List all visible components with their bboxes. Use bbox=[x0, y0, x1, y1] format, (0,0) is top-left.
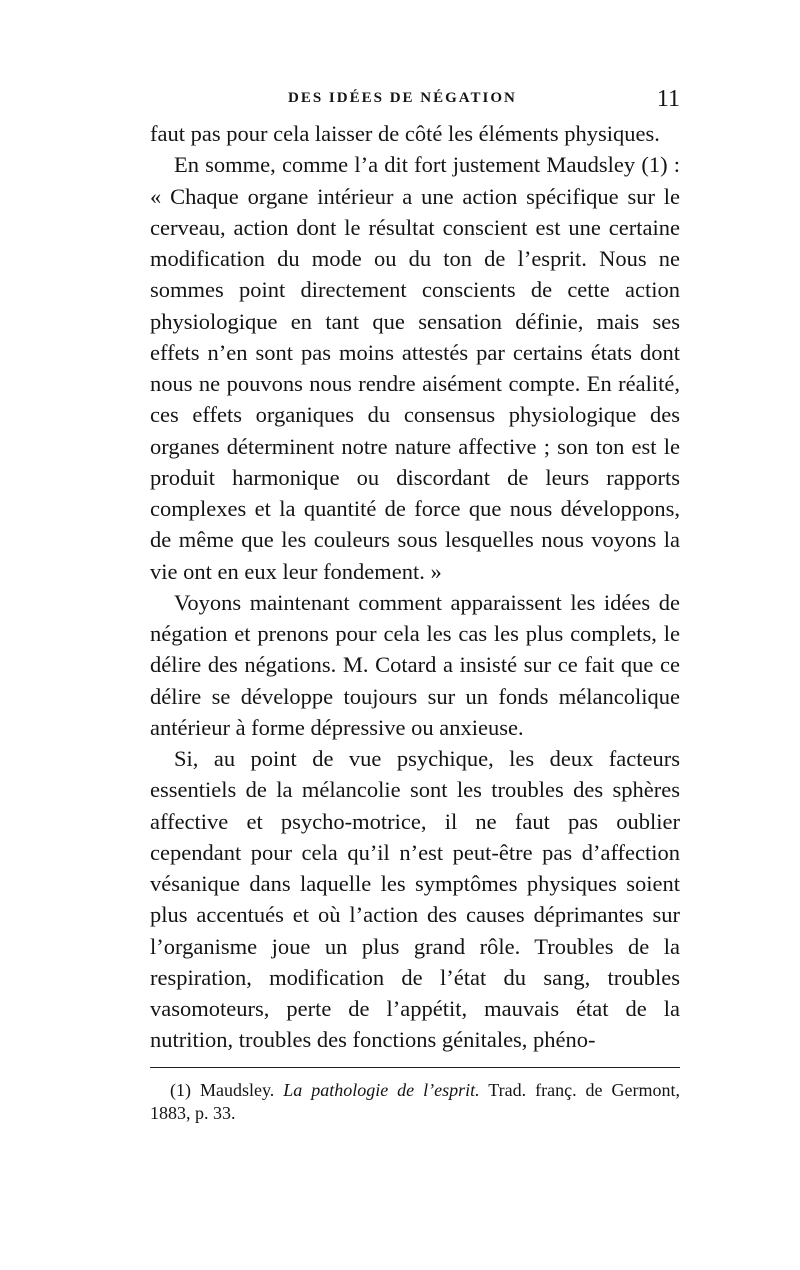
paragraph-continuation: faut pas pour cela laisser de côté les éléments physiques. bbox=[150, 121, 660, 146]
footnote-marker: (1) Maudsley. bbox=[170, 1080, 275, 1100]
footnote-rule bbox=[150, 1067, 680, 1068]
page-header bbox=[150, 86, 680, 116]
paragraph-negation-ideas: Voyons maintenant comment apparaissent les idées de négation et prenons pour cela les cas les plus complets, le délire des négations. M. Cotard a insisté sur ce fait que ce délire se développe toujours sur un fonds mélancolique antérieur à forme dépressive ou anxieuse. bbox=[150, 589, 680, 740]
body-text bbox=[150, 118, 680, 1056]
footnote bbox=[150, 1079, 680, 1125]
footnote-details: Trad. franç. de Germont, 1883, p. 33. bbox=[150, 1080, 680, 1123]
paragraph-melancholy-factors: Si, au point de vue psychique, les deux facteurs essentiels de la mélancolie sont les troubles des sphères affective et psycho-motrice, il ne faut pas oublier cependant pour cela qu’il n’est peut-être pas d’affection vésanique dans laquelle les symptômes physiques soient plus accentués et où l’action des causes déprimantes sur l’organisme joue un plus grand rôle. Troubles de la respiration, modification de l’état du sang, troubles vasomoteurs, perte de l’appétit, mauvais état de la nutrition, troubles des fonctions génitales, phéno- bbox=[150, 746, 680, 1053]
running-title: DES IDÉES DE NÉGATION bbox=[288, 90, 517, 106]
footnote-title: La pathologie de l’esprit. bbox=[283, 1080, 480, 1100]
paragraph-maudsley-quote: En somme, comme l’a dit fort justement Maudsley (1) : « Chaque organe intérieur a une action spécifique sur le cerveau, action dont le résultat conscient est une certaine modification du mode ou du ton de l’esprit. Nous ne sommes point directement conscients de cette action physiologique en tant que sensation définie, mais ses effets n’en sont pas moins attestés par certains états dont nous ne pouvons nous rendre aisément compte. En réalité, ces effets organiques du consensus physiologique des organes déterminent notre nature affective ; son ton est le produit harmonique ou discordant de leurs rapports complexes et la quantité de force que nous développons, de même que les couleurs sous lesquelles nous voyons la vie ont en eux leur fondement. » bbox=[150, 152, 680, 584]
page-number: 11 bbox=[656, 86, 680, 112]
